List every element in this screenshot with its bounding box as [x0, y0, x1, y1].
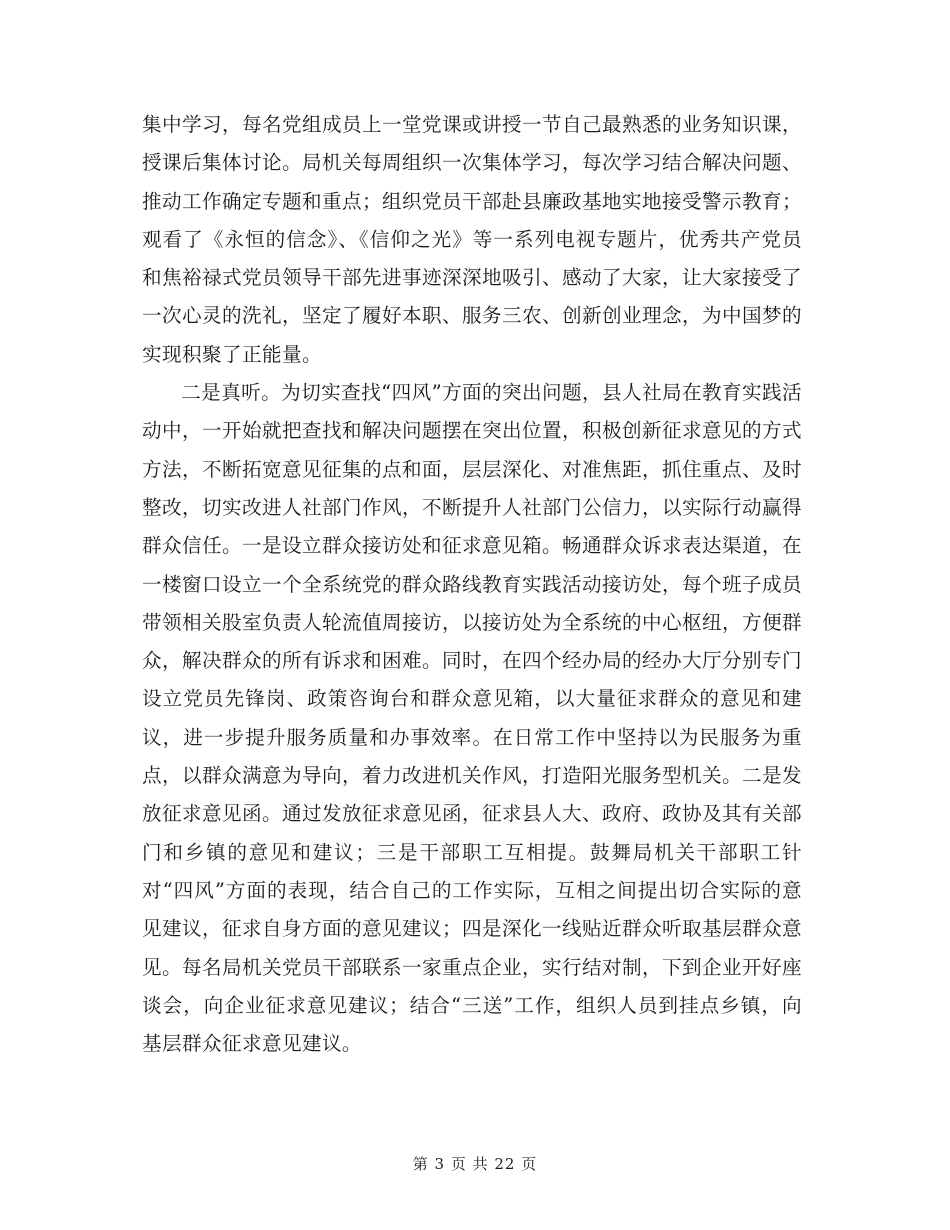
- footer-total-pages: 22: [494, 1155, 516, 1173]
- paragraph-1: 集中学习，每名党组成员上一堂党课或讲授一节自己最熟悉的业务知识课，授课后集体讨论。局机关每周组织一次集体学习，每次学习结合解决问题、推动工作确定专题和重点；组织党员干部赴县廉政基地实地接受警示教育；观看了《永恒的信念》、《信仰之光》等一系列电视专题片，优秀共产党员和焦裕禄式党员领导干部先进事迹深深地吸引、感动了大家，让大家接受了一次心灵的洗礼，坚定了履好本职、服务三农、创新创业理念，为中国梦的实现积聚了正能量。: [142, 113, 802, 366]
- footer-suffix: 页: [521, 1155, 538, 1173]
- footer-middle: 页 共: [450, 1155, 489, 1173]
- footer-current-page: 3: [434, 1155, 446, 1173]
- paragraph-2: 二是真听。为切实查找“四风”方面的突出问题，县人社局在教育实践活动中，一开始就把查找和解决问题摆在突出位置，积极创新征求意见的方式方法，不断拓宽意见征集的点和面，层层深化、对准焦距，抓住重点、及时整改，切实改进人社部门作风，不断提升人社部门公信力，以实际行动赢得群众信任。一是设立群众接访处和征求意见箱。畅通群众诉求表达渠道，在一楼窗口设立一个全系统党的群众路线教育实践活动接访处，每个班子成员带领相关股室负责人轮流值周接访，以接访处为全系统的中心枢纽，方便群众，解决群众的所有诉求和困难。同时，在四个经办局的经办大厅分别专门设立党员先锋岗、政策咨询台和群众意见箱，以大量征求群众的意见和建议，进一步提升服务质量和办事效率。在日常工作中坚持以为民服务为重点，以群众满意为导向，着力改进机关作风，打造阳光服务型机关。二是发放征求意见函。通过发放征求意见函，征求县人大、政府、政协及其有关部门和乡镇的意见和建议；三是干部职工互相提。鼓舞局机关干部职工针对“四风”方面的表现，结合自己的工作实际，互相之间提出切合实际的意见建议，征求自身方面的意见建议；四是深化一线贴近群众听取基层群众意见。每名局机关党员干部联系一家重点企业，实行结对制，下到企业开好座谈会，向企业征求意见建议；结合“三送”工作，组织人员到挂点乡镇，向基层群众征求意见建议。: [142, 381, 802, 1056]
- body-text: [142, 106, 802, 1063]
- page-footer: [0, 1153, 950, 1175]
- footer-prefix: 第: [412, 1155, 429, 1173]
